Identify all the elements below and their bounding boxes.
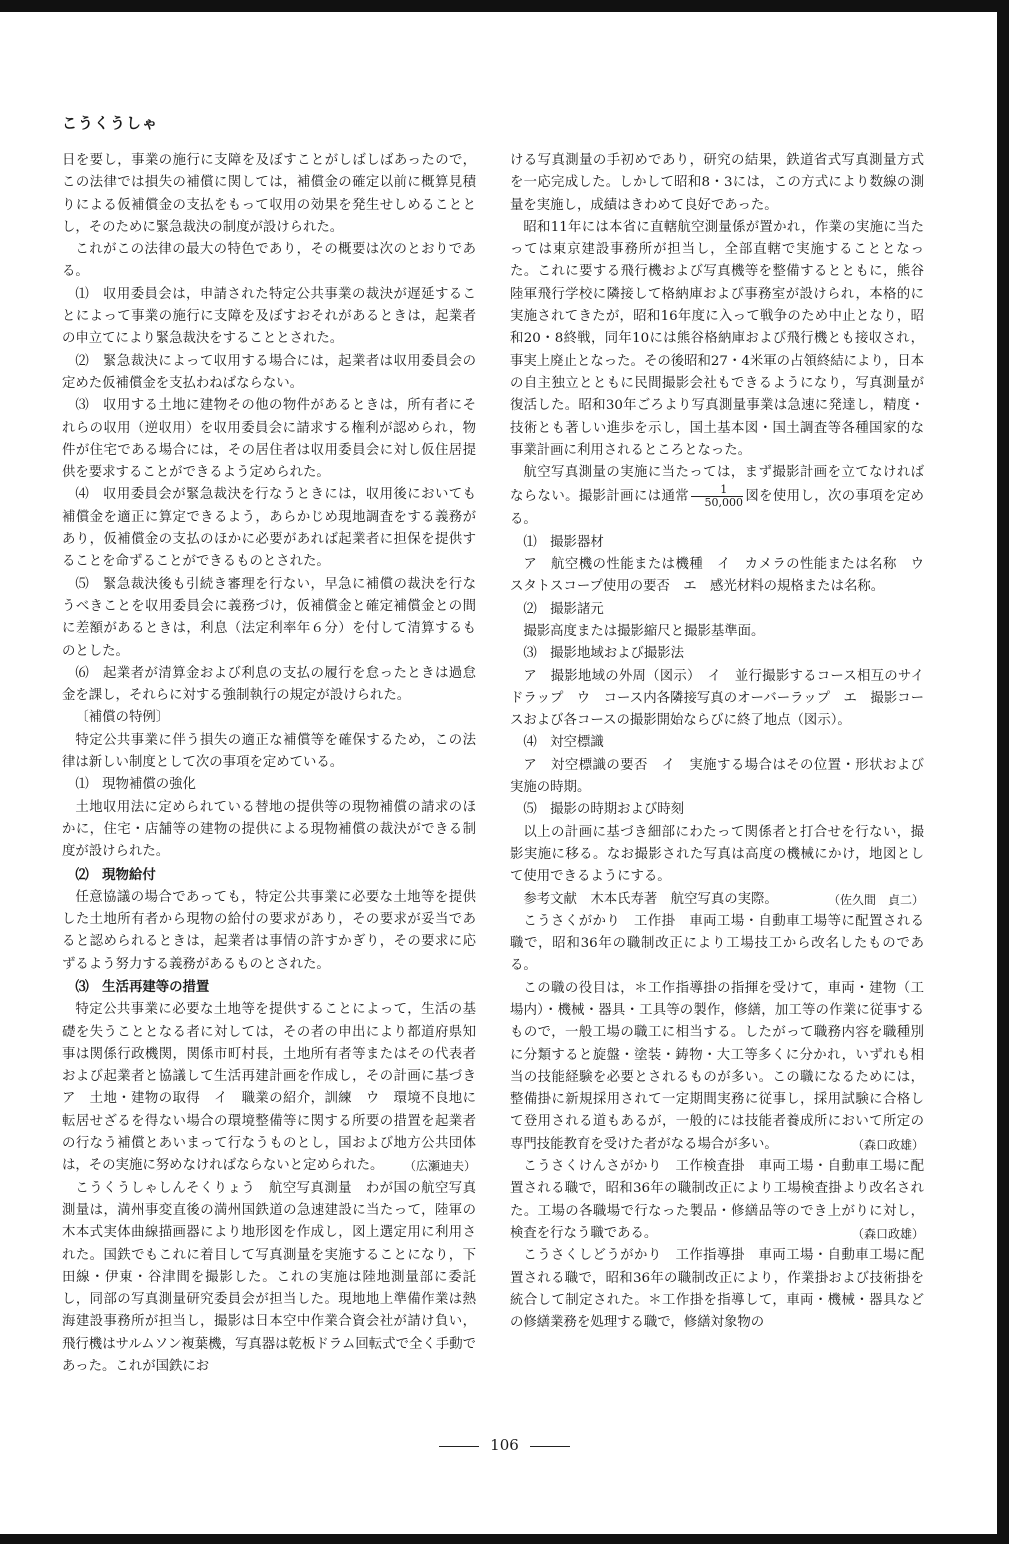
paragraph <box>62 484 476 573</box>
text-column-right <box>510 150 938 1334</box>
paragraph-text: これがこの法律の最大の特色であり，その概要は次のとおりである。 <box>62 242 476 280</box>
footer-dash-right <box>530 1446 570 1447</box>
paragraph <box>510 532 924 554</box>
paragraph-text: ⑸ 緊急裁決後も引続き審理を行ない，早急に補償の裁決を行なうべきことを収用委員会に義務づけ，仮補償金と確定補償金との間に差額があるときは，利息（法定利率年６分）を付して清算するものとした。 <box>62 576 476 659</box>
paragraph <box>510 599 924 621</box>
paragraph-text: 〔補償の特例〕 <box>75 710 170 726</box>
paragraph <box>510 462 924 532</box>
paragraph <box>510 978 924 1156</box>
paragraph-text: ⑶ 撮影地域および撮影法 <box>523 646 685 662</box>
paragraph-text: ⑵ 現物給付 <box>75 866 156 883</box>
paragraph-text: ⑷ 収用委員会が緊急裁決を行なうときには，収用後においても補償金を適正に算定できるよう，あらかじめ現地調査をする義務があり，仮補償金の支払のほかに必要があれば起業者に担保を提供することを命ずることができるものとされた。 <box>62 487 476 570</box>
paragraph-text: ⑷ 対空標識 <box>523 735 604 751</box>
paragraph <box>510 889 924 911</box>
paragraph-text: ⑸ 撮影の時期および時刻 <box>523 802 685 818</box>
author-credit: （森口政雄） <box>851 1226 924 1241</box>
paragraph-text-continued: 図を使用し，次の事項を定める。 <box>510 489 925 528</box>
paragraph <box>510 755 924 800</box>
paragraph-text: ⑹ 起業者が清算金および利息の支払の履行を怠ったときは過怠金を課し，それらに対する強制執行の規定が設けられた。 <box>62 665 476 704</box>
paragraph <box>62 730 476 775</box>
paragraph <box>510 554 938 599</box>
paragraph-text: 撮影高度または撮影縮尺と撮影基準面。 <box>523 623 765 639</box>
page-footer <box>0 1436 1009 1454</box>
page-number: 106 <box>490 1436 519 1454</box>
paragraph-text: 昭和11年には本省に直轄航空測量係が置かれ，作業の実施に当たっては東京建設事務所が担当し，全部直轄で実施することとなった。これに要する飛行機および写真機等を整備するとともに，熊谷陸軍飛行学校に隣接して格納庫および事務室が設けられ，本格的に実施されてきたが，昭和16年度に入って戦争のため中止となり，昭和20・8終戦，同年10には熊谷格納庫および飛行機とも接収され，事実上廃止となった。その後昭和27・4米軍の占領終結により，日本の自主独立とともに民間撮影会社もできるようになり，写真測量が復活した。昭和30年ごろより写真測量事業は急速に発達し，精度・技術とも著しい進歩を示し，国土基本図・国土調査等各種国家的な事業計画に利用されるところとなった。 <box>510 219 924 458</box>
fraction-denominator: 50,000 <box>691 496 743 509</box>
paragraph <box>510 732 924 754</box>
paragraph-text: ⑴ 撮影器材 <box>523 534 604 550</box>
paragraph-text: 土地収用法に定められている替地の提供等の現物補償の請求のほかに，住宅・店舗等の建物の提供による現物補償の裁決ができる制度が設けられた。 <box>62 799 476 860</box>
paragraph <box>510 150 924 217</box>
paragraph-text: ア 対空標識の要否 イ 実施する場合はその位置・形状および実施の時期。 <box>510 757 924 796</box>
paragraph-text: この職の役目は，＊工作指導掛の指揮を受けて，車両・建物（工場内）・機械・器具・工具等の製作，修繕，加工等の作業に従事するもので，一般工場の職工に相当する。したがって職務内容を職種別に分類すると旋盤・塗装・鋳物・大工等多くに分かれ，いずれも相当の技能経験を必要とされるものが多い。この職になるためには，整備掛に新規採用されて一定期間実務に従事し，採用試験に合格して登用される道もあるが，一般的には技能者養成所において所定の専門技能教育を受けた者がなる場合が多い。 <box>510 980 924 1152</box>
scan-border-top <box>0 0 1009 12</box>
paragraph-text: ける写真測量の手初めであり，研究の結果，鉄道省式写真測量方式を一応完成した。しかして昭和8・3には，この方式により数線の測量を実施し，成績はきわめて良好であった。 <box>510 153 924 213</box>
paragraph <box>510 666 924 733</box>
paragraph <box>510 621 924 643</box>
paragraph-text: ⑵ 撮影諸元 <box>523 601 604 617</box>
footer-dash-left <box>439 1446 479 1447</box>
paragraph-text: 参考文献 木本氏寿著 航空写真の実際。 <box>523 891 778 907</box>
paragraph <box>510 822 924 889</box>
paragraph <box>510 1156 924 1245</box>
paragraph <box>62 150 476 239</box>
paragraph <box>510 643 924 665</box>
paragraph <box>62 574 476 663</box>
paragraph-text: ⑶ 収用する土地に建物その他の物件があるときは，所有者にそれらの収用（逆収用）を収用委員会に請求する権利が認められ，物件が住宅である場合には，その居住者は収用委員会に対し仮住居提供を要求することができるよう定められた。 <box>62 398 476 481</box>
paragraph-text: ⑴ 収用委員会は，申請された特定公共事業の裁決が遅延することによって事業の施行に支障を及ぼすおそれがあるときは，起業者の申立てにより緊急裁決をすることとされた。 <box>62 286 476 347</box>
paragraph <box>62 663 476 708</box>
paragraph-text: ⑶ 生活再建等の措置 <box>75 978 210 995</box>
fraction <box>691 484 743 509</box>
paragraph <box>510 911 924 978</box>
author-credit: （森口政雄） <box>851 1137 924 1152</box>
paragraph-text: 任意協議の場合であっても，特定公共事業に必要な土地等を提供した土地所有者から現物の給付の要求があり，その要求が妥当であると認められるときは，起業者は事情の許すかぎり，その要求に応ずるよう努力する義務があるものとされた。 <box>62 889 476 972</box>
paragraph <box>62 395 476 484</box>
paragraph <box>510 217 924 462</box>
fraction-numerator: 1 <box>720 483 728 497</box>
paragraph-text: 航空写真測量の実施に当たっては，まず撮影計画を立てなければならない。撮影計画には通常 <box>510 465 924 505</box>
paragraph <box>62 707 476 729</box>
paragraph <box>62 797 476 864</box>
paragraph-text: こうさくけんさがかり 工作検査掛 車両工場・自動車工場に配置される職で，昭和36年の職制改正により工場検査掛より改名された。工場の各職場で行なった製品・修繕品等のでき上がりに対し，検査を行なう職である。 <box>510 1159 924 1241</box>
author-credit: （佐久間 貞二） <box>827 892 924 907</box>
paragraph <box>62 887 476 976</box>
text-column-left <box>62 150 490 1378</box>
paragraph-text: こうさくがかり 工作掛 車両工場・自動車工場等に配置される職で，昭和36年の職制改正により工場技工から改名したものである。 <box>510 913 924 974</box>
paragraph-text: こうさくしどうがかり 工作指導掛 車両工場・自動車工場に配置される職で，昭和36年の職制改正により，作業掛および技術掛を統合して制定された。＊工作掛を指導して，車両・機械・器具などの修繕業務を処理する職で，修繕対象物の <box>510 1248 924 1331</box>
paragraph <box>62 1178 476 1379</box>
paragraph-text: 特定公共事業に伴う損失の適正な補償等を確保するため，この法律は新しい制度として次の事項を定めている。 <box>62 732 476 771</box>
paragraph-text: 日を要し，事業の施行に支障を及ぼすことがしばしばあったので，この法律では損失の補償に関しては，補償金の確定以前に概算見積りによる仮補償金の支払をもって収用の効果を発生せしめることとし，そのために緊急裁決の制度が設けられた。 <box>62 153 476 235</box>
paragraph <box>62 774 476 796</box>
scan-border-right <box>997 0 1009 1544</box>
paragraph <box>510 1245 924 1334</box>
paragraph-text: ア 撮影地域の外周（図示） イ 並行撮影するコース相互のサイドラップ ウ コース内各隣接写真のオーバーラップ エ 撮影コースおよび各コースの撮影開始ならびに終了地点（図示）。 <box>510 668 924 729</box>
paragraph <box>62 864 476 887</box>
paragraph <box>62 351 476 396</box>
paragraph <box>62 976 476 999</box>
paragraph-text: ア 航空機の性能または機種 イ カメラの性能または名称 ウ スタトスコープ使用の要否 エ 感光材料の規格または名称。 <box>510 557 938 595</box>
paragraph-text: こうくうしゃしんそくりょう 航空写真測量 わが国の航空写真測量は，満州事変直後の満州国鉄道の急速建設に当たって，陸軍の木本式実体曲線描画器により地形図を作成し，図上選定用に利用された。国鉄でもこれに着目して写真測量を実施することになり，下田線・伊東・谷津間を撮影した。これの実施は陸地測量部に委託し，同部の写真測量研究委員会が担当した。現地地上準備作業は熱海建設事務所が担当し，撮影は日本空中作業合資会社が請け負い，飛行機はサルムソン複葉機，写真器は乾板ドラム回転式で全く手動であった。これが国鉄にお <box>62 1180 476 1375</box>
paragraph <box>62 999 490 1177</box>
paragraph-text: 特定公共事業に必要な土地等を提供することによって，生活の基礎を失うこととなる者に対しては，その者の申出により都道府県知事は関係行政機関，関係市町村長，土地所有者等またはその代表者および起業者と協議して生活再建計画を作成し，その計画に基づき ア 土地・建物の取得 イ 職業の紹介，訓練 ウ 環境不良地に転居せざるを得ない場合の環境整備等に関する所要の措置を起業者の行なう補償とあいまって行なうものとし，国および地方公共団体は，その実施に努めなければならないと定められた。 <box>62 1002 490 1174</box>
author-credit: （広瀬迪夫） <box>403 1159 476 1174</box>
paragraph-text: ⑵ 緊急裁決によって収用する場合には，起業者は収用委員会の定めた仮補償金を支払わねばならない。 <box>62 353 476 391</box>
paragraph <box>62 239 476 284</box>
paragraph <box>510 799 924 821</box>
paragraph-text: ⑴ 現物補償の強化 <box>75 777 196 793</box>
paragraph <box>62 284 476 351</box>
paragraph-text: 以上の計画に基づき細部にわたって関係者と打合せを行ない，撮影実施に移る。なお撮影された写真は高度の機械にかけ，地図として使用できるようにする。 <box>510 824 924 885</box>
scan-border-bottom <box>0 1534 1009 1544</box>
running-header: こうくうしゃ <box>62 114 159 132</box>
